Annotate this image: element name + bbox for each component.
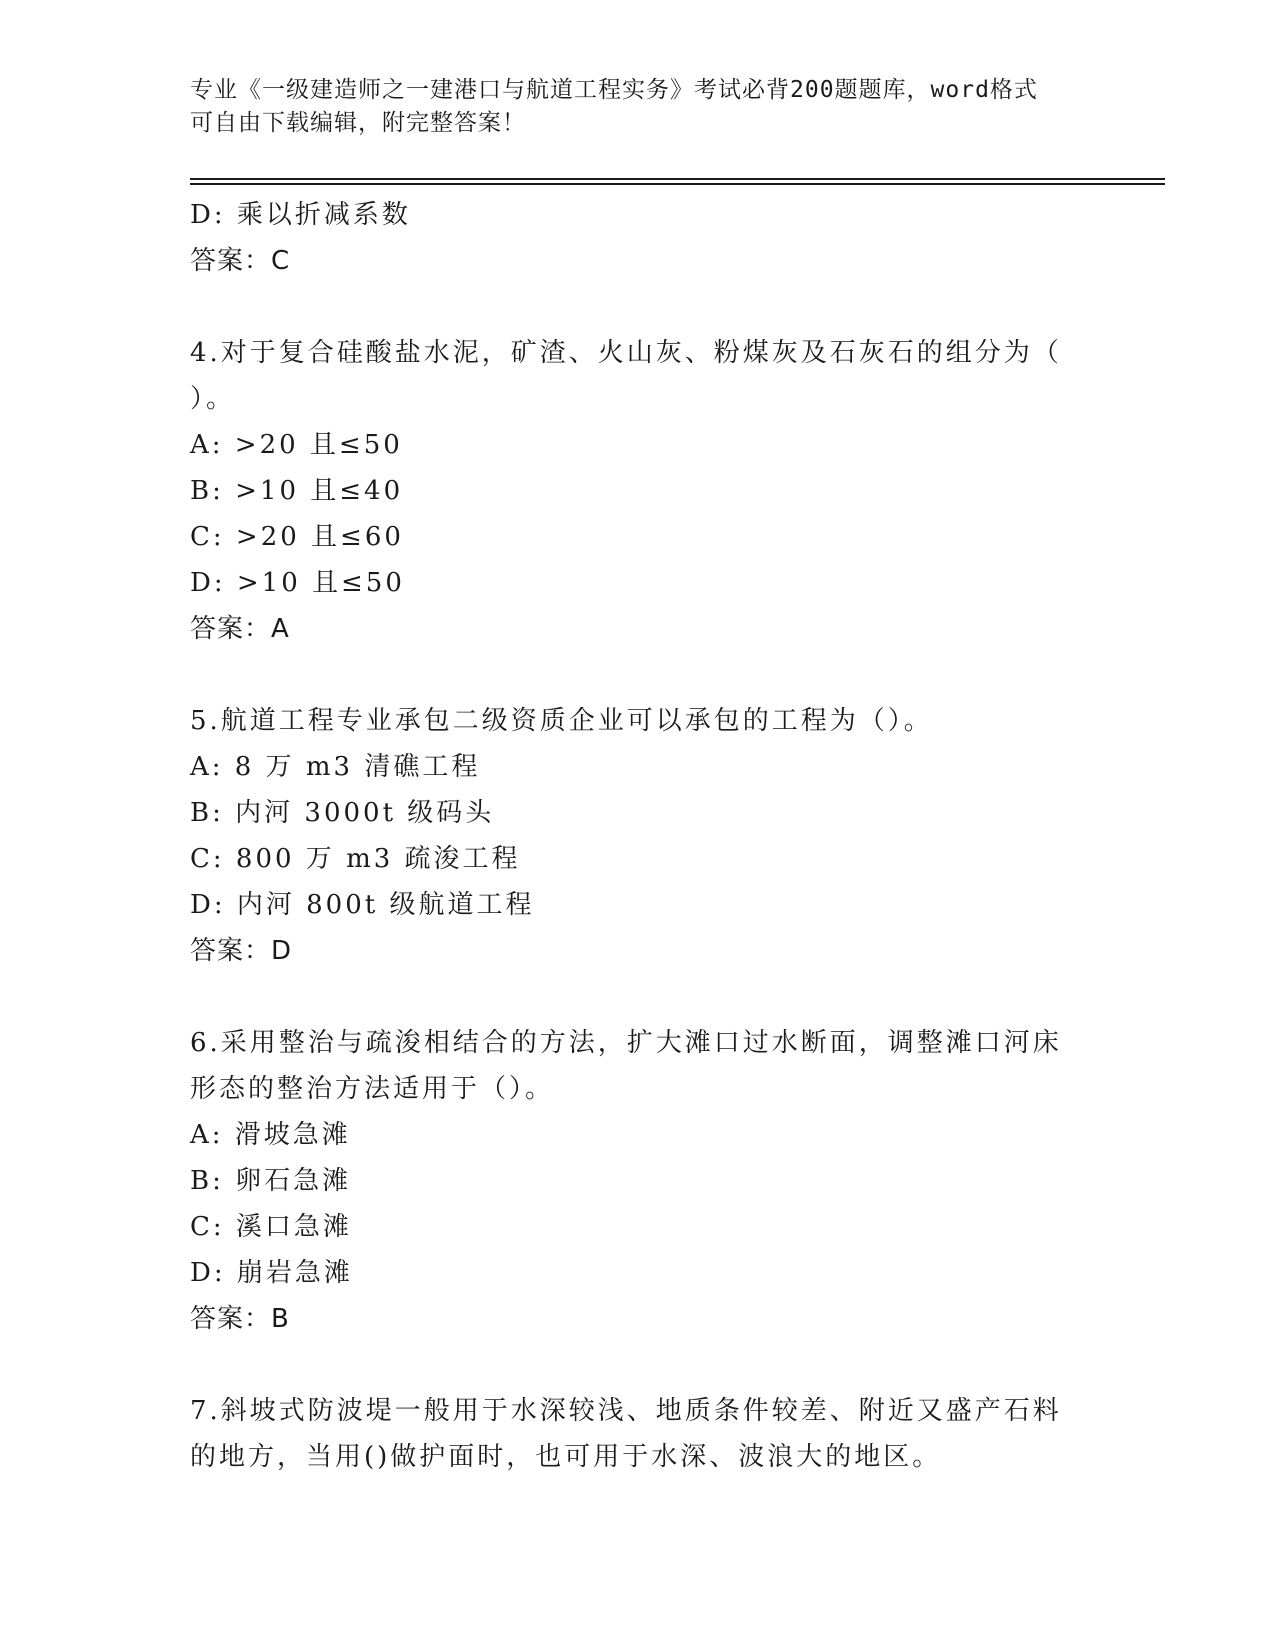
question-stem-continued: 的地方，当用()做护面时，也可用于水深、波浪大的地区。	[190, 1442, 942, 1472]
option-b: B: 内河 3000t 级码头	[190, 798, 495, 828]
option-c: C: >20 且≤60	[190, 522, 404, 552]
question-6	[190, 1020, 1085, 1342]
spacer	[190, 284, 1085, 330]
option-d: D: 崩岩急滩	[190, 1258, 353, 1288]
header-title-line-2: 可自由下载编辑，附完整答案！	[190, 110, 526, 136]
option-c: C: 溪口急滩	[190, 1212, 352, 1242]
header-title-line-1: 专业《一级建造师之一建港口与航道工程实务》考试必背200题题库，word格式	[190, 77, 1038, 103]
option-d: D: 乘以折减系数	[190, 200, 411, 230]
question-stem: 5.航道工程专业承包二级资质企业可以承包的工程为（）。	[190, 706, 933, 736]
question-7	[190, 1388, 1085, 1480]
header-divider-bottom	[190, 183, 1165, 185]
question-stem-continued: 形态的整治方法适用于（）。	[190, 1074, 555, 1104]
question-4	[190, 330, 1085, 652]
answer: 答案：B	[190, 1304, 290, 1334]
answer: 答案：A	[190, 614, 290, 644]
option-c: C: 800 万 m3 疏浚工程	[190, 844, 521, 874]
question-stem: 7.斜坡式防波堤一般用于水深较浅、地质条件较差、附近又盛产石料	[190, 1396, 1062, 1426]
answer: 答案：C	[190, 246, 291, 276]
option-a: A: 滑坡急滩	[190, 1120, 351, 1150]
option-b: B: >10 且≤40	[190, 476, 404, 506]
answer: 答案：D	[190, 936, 293, 966]
spacer	[190, 652, 1085, 698]
question-stem: 4.对于复合硅酸盐水泥，矿渣、火山灰、粉煤灰及石灰石的组分为（	[190, 338, 1062, 368]
option-b: B: 卵石急滩	[190, 1166, 352, 1196]
question-3-tail	[190, 192, 1085, 284]
spacer	[190, 1342, 1085, 1388]
option-d: D: 内河 800t 级航道工程	[190, 890, 535, 920]
question-5	[190, 698, 1085, 974]
question-list	[190, 192, 1085, 1480]
option-d: D: >10 且≤50	[190, 568, 405, 598]
option-a: A: >20 且≤50	[190, 430, 403, 460]
document-header	[190, 74, 1080, 140]
question-stem-continued: ）。	[190, 384, 236, 414]
header-divider-top	[190, 178, 1165, 180]
spacer	[190, 974, 1085, 1020]
option-a: A: 8 万 m3 清礁工程	[190, 752, 481, 782]
question-stem: 6.采用整治与疏浚相结合的方法，扩大滩口过水断面，调整滩口河床	[190, 1028, 1062, 1058]
